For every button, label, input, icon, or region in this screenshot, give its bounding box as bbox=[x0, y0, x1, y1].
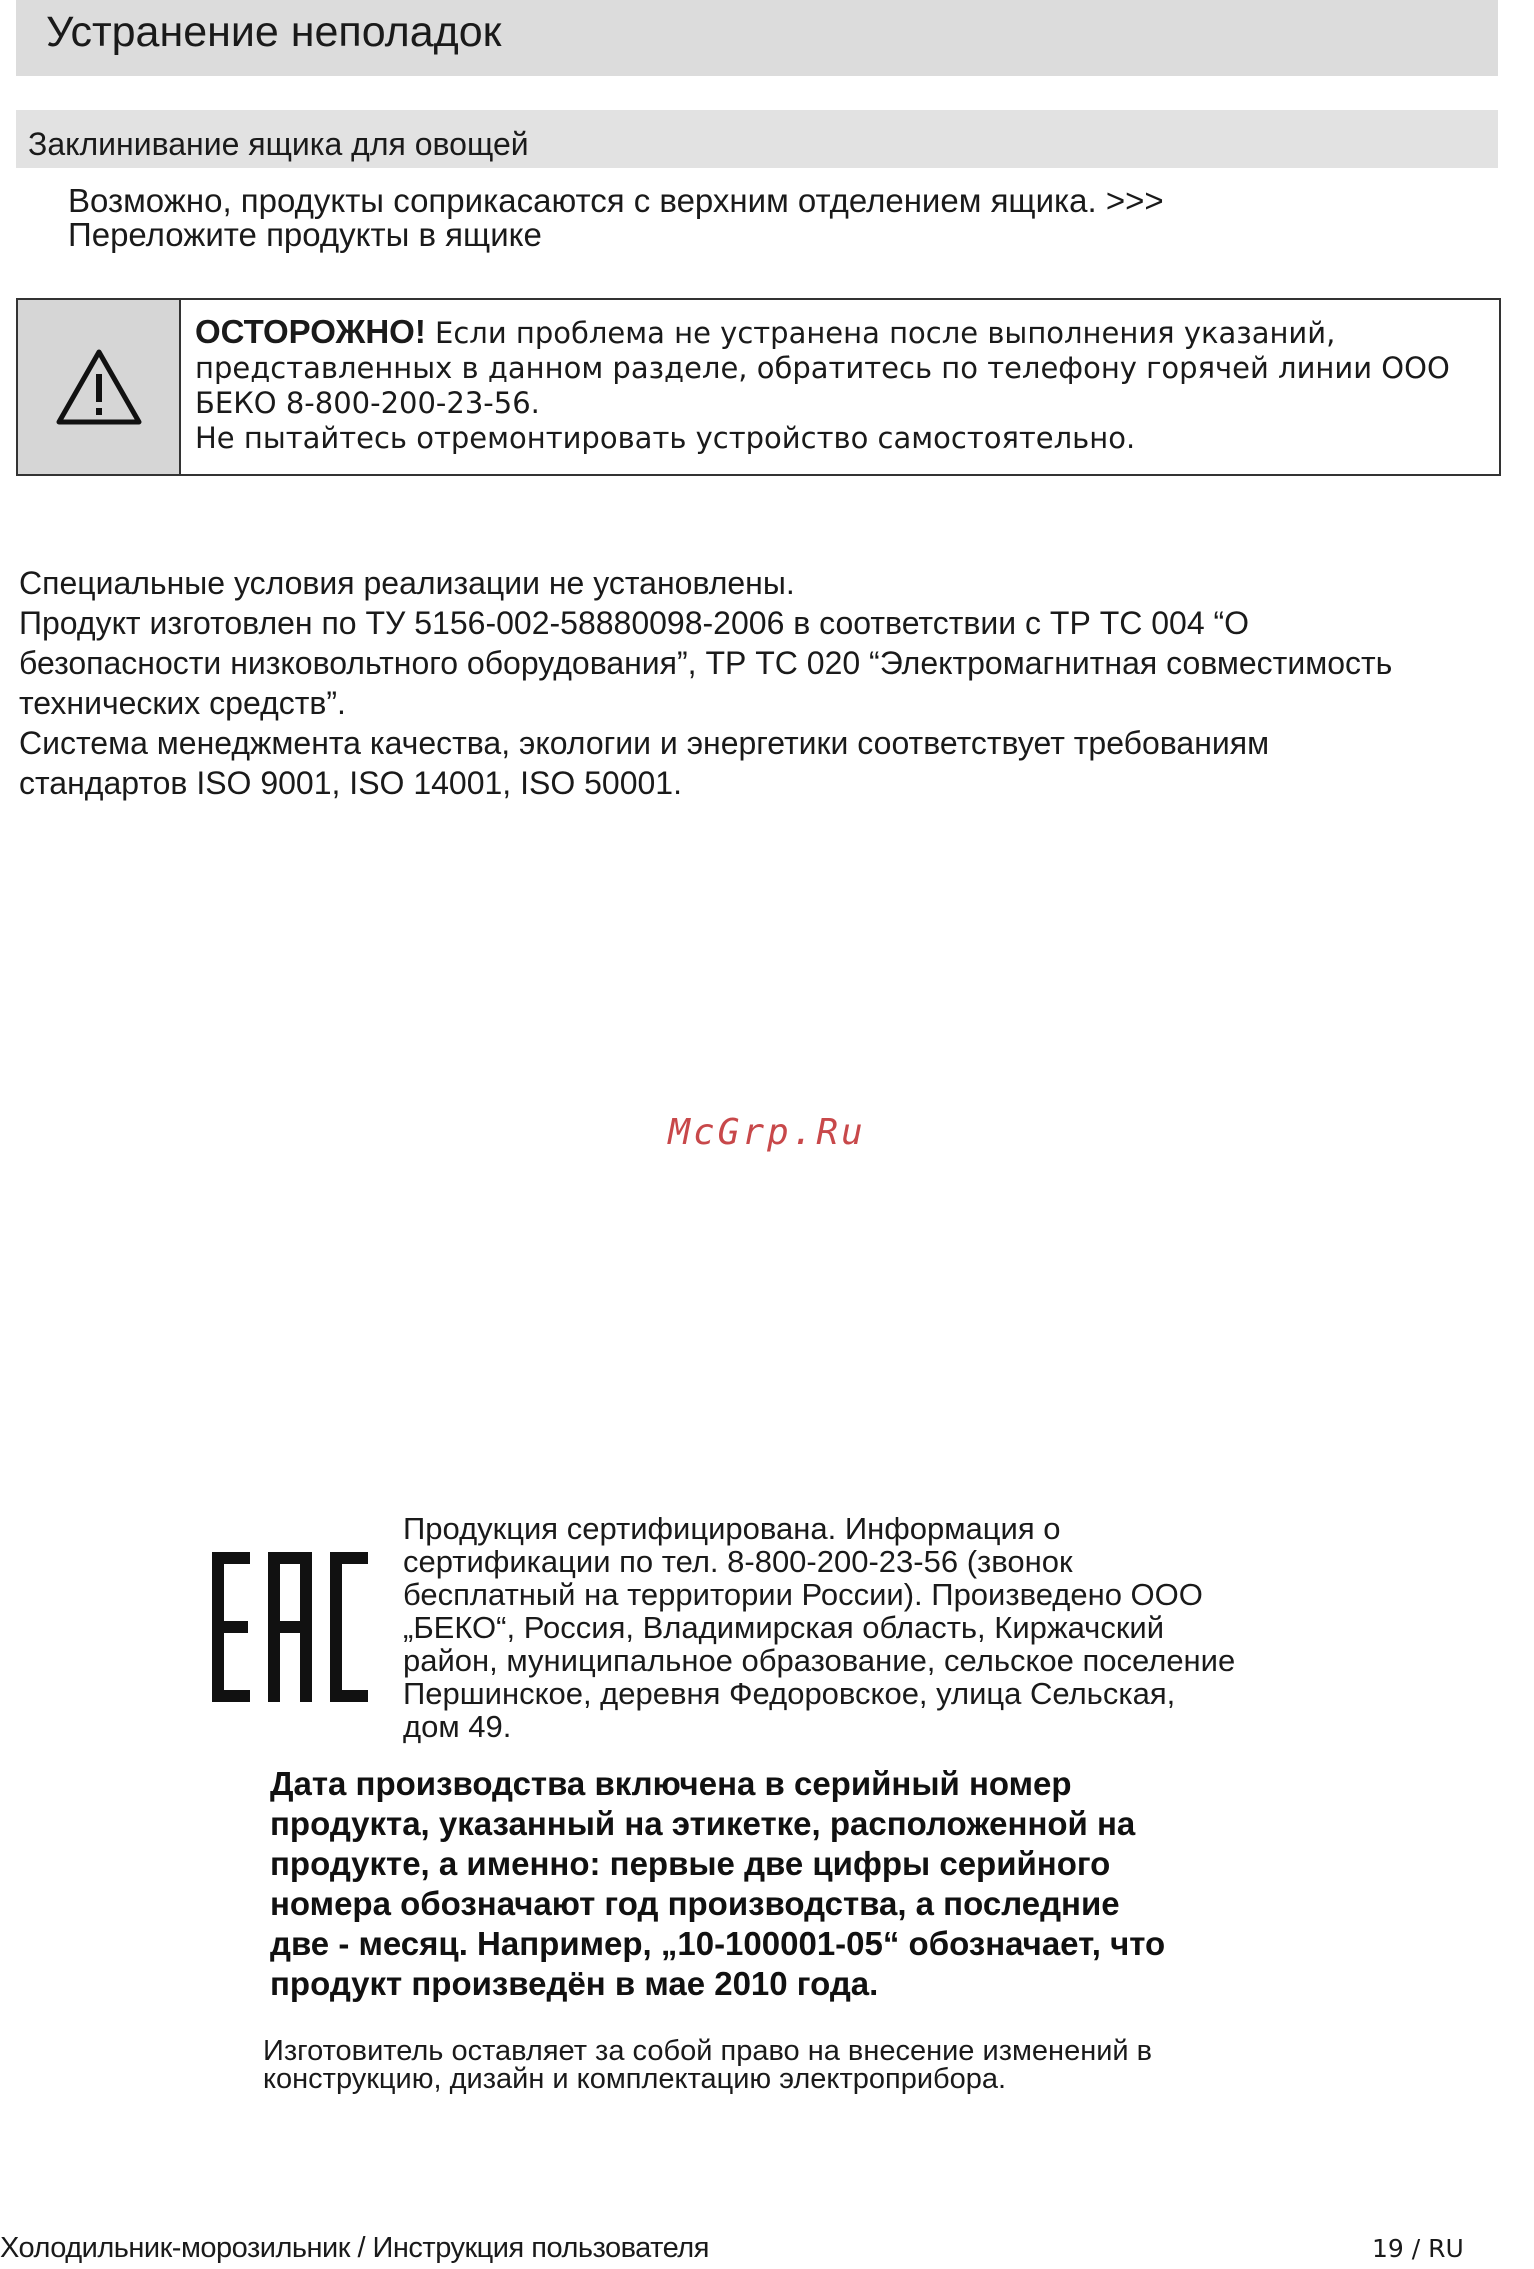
cert-line: дом 49. bbox=[403, 1709, 512, 1744]
page-title: Устранение неполадок bbox=[46, 8, 502, 56]
date-line: продукт произведён в мае 2010 года. bbox=[270, 1965, 879, 2002]
warning-triangle-icon bbox=[55, 348, 143, 426]
watermark: McGrp.Ru bbox=[668, 1112, 866, 1153]
page-title-bar bbox=[16, 0, 1498, 76]
caution-label: ОСТОРОЖНО! bbox=[195, 313, 426, 350]
cert-line: Продукция сертифицирована. Информация о bbox=[403, 1511, 1061, 1546]
note-line: конструкцию, дизайн и комплектацию электроприбора. bbox=[263, 2063, 1007, 2095]
cert-line: сертификации по тел. 8-800-200-23-56 (звонок bbox=[403, 1544, 1073, 1579]
cert-line: район, муниципальное образование, сельское поселение bbox=[403, 1643, 1236, 1678]
note-line: Изготовитель оставляет за собой право на внесение изменений в bbox=[263, 2035, 1153, 2067]
warning-line: представленных в данном разделе, обратитесь по телефону горячей линии ООО bbox=[195, 351, 1450, 385]
warning-icon-cell bbox=[18, 300, 181, 474]
warning-line: Не пытайтесь отремонтировать устройство самостоятельно. bbox=[195, 421, 1136, 455]
cert-line: Першинское, деревня Федоровское, улица Сельская, bbox=[403, 1676, 1176, 1711]
warning-text bbox=[181, 300, 1464, 474]
certification-text bbox=[403, 1512, 1303, 1743]
cert-line: бесплатный на территории России). Произведено ООО bbox=[403, 1577, 1203, 1612]
footer-document-title: Холодильник-морозильник / Инструкция пользователя bbox=[0, 2232, 709, 2264]
page-number: 19 / RU bbox=[1372, 2234, 1464, 2263]
warning-box bbox=[16, 298, 1501, 476]
warning-line: Если проблема не устранена после выполнения указаний, bbox=[425, 316, 1336, 350]
production-date-text bbox=[270, 1764, 1270, 2004]
eac-logo bbox=[208, 1548, 370, 1706]
compliance-text: Специальные условия реализации не установлены. Продукт изготовлен по ТУ 5156-002-58880098-2006 в соответствии с ТР ТС 004 “О безопасности низковольтного оборудования”, ТР ТС 020 “Электромагнитная совместимость технических средств”. Система менеджмента качества, экологии и энергетики соответствует требованиям стандартов ISO 9001, ISO 14001, ISO 50001. bbox=[19, 565, 1393, 801]
date-line: Дата производства включена в серийный номер bbox=[270, 1765, 1072, 1802]
warning-line: БЕКО 8-800-200-23-56. bbox=[195, 386, 540, 420]
date-line: продукте, а именно: первые две цифры серийного bbox=[270, 1845, 1111, 1882]
solution-line: Переложите продукты в ящике bbox=[68, 216, 542, 253]
section-header bbox=[16, 110, 1498, 168]
cert-line: „БЕКО“, Россия, Владимирская область, Киржачский bbox=[403, 1610, 1165, 1645]
problem-line: Возможно, продукты соприкасаются с верхним отделением ящика. >>> bbox=[68, 182, 1164, 219]
date-line: номера обозначают год производства, а последние bbox=[270, 1885, 1120, 1922]
date-line: две - месяц. Например, „10-100001-05“ обозначает, что bbox=[270, 1925, 1166, 1962]
problem-description bbox=[68, 184, 1488, 252]
date-line: продукта, указанный на этикетке, расположенной на bbox=[270, 1805, 1136, 1842]
manufacturer-note bbox=[263, 2037, 1323, 2093]
section-title: Заклинивание ящика для овощей bbox=[28, 126, 529, 162]
